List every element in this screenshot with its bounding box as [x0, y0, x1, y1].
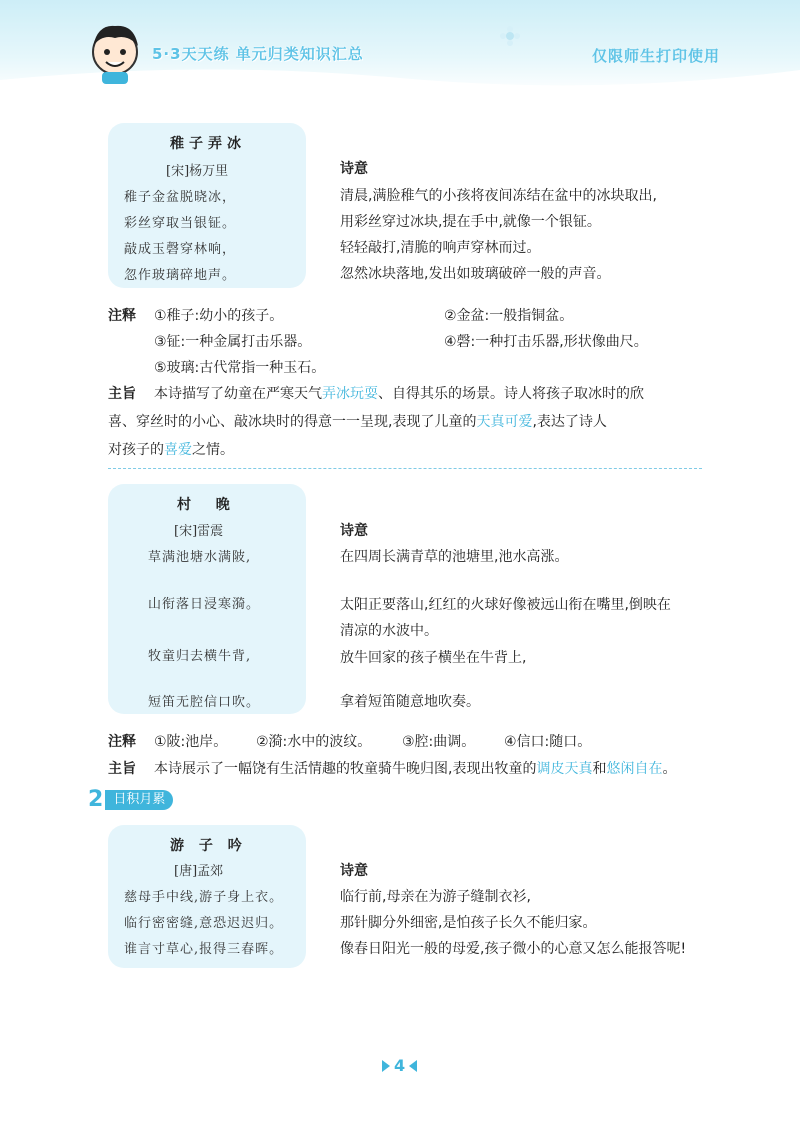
highlight-text: 弄冰玩耍	[322, 386, 378, 402]
note-item: ①陂:池岸。	[154, 734, 228, 750]
meaning-line: 临行前,母亲在为游子缝制衣衫,	[340, 889, 531, 905]
flower-icon	[500, 26, 520, 46]
poem-line: 短笛无腔信口吹。	[148, 695, 261, 710]
highlight-text: 天真可爱	[476, 414, 533, 430]
poem-line: 山衔落日浸寒漪。	[148, 597, 261, 612]
highlight-text: 喜爱	[164, 442, 192, 458]
usage-note: 仅限师生打印使用	[591, 47, 720, 65]
meaning-line: 忽然冰块落地,发出如玻璃破碎一般的声音。	[340, 266, 611, 282]
meaning-heading: 诗意	[340, 161, 368, 177]
notes-label: 注释	[108, 734, 136, 750]
highlight-text: 悠闲自在	[606, 761, 663, 777]
theme-line: 喜、穿丝时的小心、敲冰块时的得意一一呈现,表现了儿童的天真可爱,表达了诗人	[108, 414, 607, 430]
poem-title: 游 子 吟	[170, 838, 247, 854]
arrow-right-icon	[382, 1060, 390, 1072]
note-item: ①稚子:幼小的孩子。	[154, 308, 284, 324]
highlight-text: 调皮天真	[536, 761, 593, 777]
meaning-line: 清凉的水波中。	[340, 623, 438, 639]
meaning-heading: 诗意	[340, 523, 368, 539]
poem-line: 慈母手中线,游子身上衣。	[124, 890, 284, 905]
note-item: ④信口:随口。	[504, 734, 592, 750]
meaning-line: 那针脚分外细密,是怕孩子长久不能归家。	[340, 915, 597, 931]
poem-title: 村 晚	[177, 497, 235, 513]
meaning-heading: 诗意	[340, 863, 368, 879]
note-item: ③腔:曲调。	[402, 734, 476, 750]
section-badge	[88, 789, 173, 811]
theme-line: 本诗描写了幼童在严寒天气弄冰玩耍、自得其乐的场景。诗人将孩子取冰时的欣	[154, 386, 644, 402]
meaning-line: 清晨,满脸稚气的小孩将夜间冻结在盆中的冰块取出,	[340, 188, 657, 204]
poem-line: 敲成玉磬穿林响，	[124, 242, 237, 257]
poem-line: 牧童归去横牛背,	[148, 649, 252, 664]
notes-label: 注释	[108, 308, 136, 324]
poem-line: 草满池塘水满陂,	[148, 550, 252, 565]
poem-author: [宋]杨万里	[166, 164, 229, 179]
mascot-boy-icon	[84, 16, 146, 84]
note-item: ③钲:一种金属打击乐器。	[154, 334, 312, 350]
meaning-line: 像春日阳光一般的母爱,孩子微小的心意又怎么能报答呢!	[340, 941, 687, 957]
poem-line: 谁言寸草心,报得三春晖。	[124, 942, 284, 957]
theme-line: 本诗展示了一幅饶有生活情趣的牧童骑牛晚归图,表现出牧童的调皮天真和悠闲自在。	[154, 761, 677, 777]
page-number-value: 4	[394, 1056, 406, 1075]
theme-label: 主旨	[108, 386, 136, 402]
section-label: 日积月累	[105, 790, 173, 810]
meaning-line: 太阳正要落山,红红的火球好像被远山衔在嘴里,倒映在	[340, 597, 671, 613]
meaning-line: 轻轻敲打,清脆的响声穿林而过。	[340, 240, 541, 256]
poem-title: 稚子弄冰	[170, 136, 246, 152]
poem-line: 临行密密缝,意恐迟迟归。	[124, 916, 284, 931]
meaning-line: 在四周长满青草的池塘里,池水高涨。	[340, 549, 569, 565]
arrow-left-icon	[409, 1060, 417, 1072]
poem-author: [唐]孟郊	[174, 864, 224, 879]
meaning-line: 用彩丝穿过冰块,提在手中,就像一个银钲。	[340, 214, 601, 230]
page-number	[382, 1056, 417, 1075]
poem-line: 稚子金盆脱晓冰，	[124, 190, 237, 205]
note-item: ②漪:水中的波纹。	[256, 734, 372, 750]
note-item: ⑤玻璃:古代常指一种玉石。	[154, 360, 326, 376]
meaning-line: 拿着短笛随意地吹奏。	[340, 694, 480, 710]
poem-author: [宋]雷震	[174, 524, 224, 539]
meaning-line: 放牛回家的孩子横坐在牛背上,	[340, 650, 527, 666]
theme-line: 对孩子的喜爱之情。	[108, 442, 234, 458]
theme-label: 主旨	[108, 761, 136, 777]
section-number: 2	[88, 787, 104, 812]
poem-line: 彩丝穿取当银钲。	[124, 216, 237, 231]
divider	[108, 468, 702, 469]
series-title: 5·3天天练 单元归类知识汇总	[152, 45, 364, 63]
poem-line: 忽作玻璃碎地声。	[124, 268, 237, 283]
note-item: ②金盆:一般指铜盆。	[444, 308, 574, 324]
note-item: ④磬:一种打击乐器,形状像曲尺。	[444, 334, 648, 350]
